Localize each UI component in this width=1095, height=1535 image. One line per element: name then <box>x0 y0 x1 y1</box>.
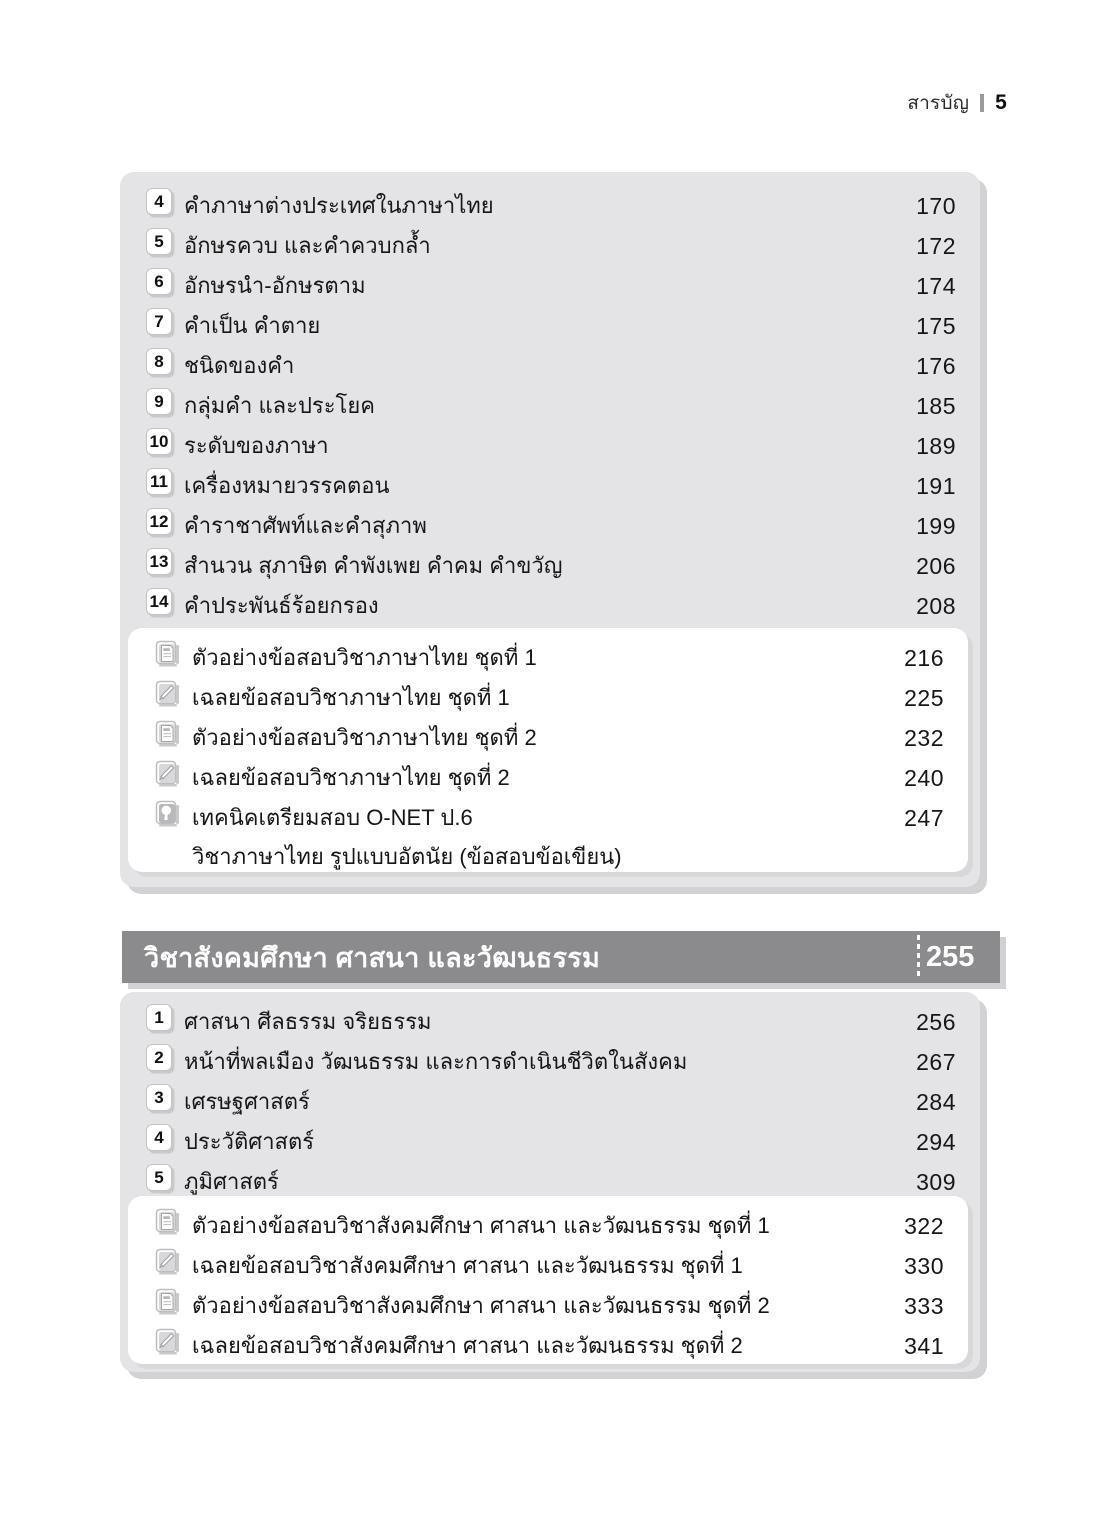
chapter-number-badge: 1 <box>146 1004 172 1031</box>
toc-chapter-row[interactable] <box>120 586 980 626</box>
document-icon <box>155 1288 180 1315</box>
exam-page-number: 225 <box>904 685 944 711</box>
chapter-page-number: 172 <box>916 233 956 259</box>
chapter-number-badge: 2 <box>146 1044 172 1071</box>
running-header <box>907 88 1007 118</box>
row-lead <box>142 1162 176 1191</box>
header-divider <box>980 94 984 112</box>
pencil-icon <box>155 760 180 787</box>
chapter-title: ชนิดของคำ <box>184 353 295 378</box>
row-lead <box>150 1206 184 1235</box>
row-lead <box>142 466 176 495</box>
chapter-page-number: 267 <box>916 1049 956 1075</box>
row-lead <box>142 426 176 455</box>
chapter-page-number: 256 <box>916 1009 956 1035</box>
row-lead <box>142 506 176 535</box>
chapter-number-badge: 12 <box>146 508 173 535</box>
toc-chapter-row[interactable] <box>120 226 980 266</box>
row-lead <box>142 386 176 415</box>
chapter-page-number: 294 <box>916 1129 956 1155</box>
row-lead <box>150 758 184 787</box>
row-lead <box>150 798 184 827</box>
row-lead <box>142 1042 176 1071</box>
chapter-page-number: 174 <box>916 273 956 299</box>
chapter-page-number: 170 <box>916 193 956 219</box>
exam-title: ตัวอย่างข้อสอบวิชาภาษาไทย ชุดที่ 2 <box>192 725 537 750</box>
chapter-number-badge: 5 <box>146 1164 172 1191</box>
chapter-page-number: 185 <box>916 393 956 419</box>
toc-chapter-row[interactable] <box>120 306 980 346</box>
chapter-number-badge: 5 <box>146 228 172 255</box>
chapter-page-number: 199 <box>916 513 956 539</box>
toc-chapter-row[interactable] <box>120 506 980 546</box>
document-icon <box>155 1208 180 1235</box>
social-section-page: 255 <box>926 940 975 973</box>
chapter-page-number: 175 <box>916 313 956 339</box>
toc-exam-row[interactable] <box>128 718 968 758</box>
row-lead <box>150 718 184 747</box>
toc-chapter-row[interactable] <box>120 1042 980 1082</box>
document-icon <box>155 640 180 667</box>
magnifier-icon <box>155 800 180 827</box>
pencil-icon <box>155 680 180 707</box>
thai-exam-panel <box>128 628 968 872</box>
thai-chapter-list <box>120 172 980 626</box>
chapter-title: อักษรนำ-อักษรตาม <box>184 273 366 298</box>
toc-exam-row[interactable] <box>128 798 968 838</box>
exam-page-number: 341 <box>904 1333 944 1359</box>
pencil-icon <box>155 1328 180 1355</box>
chapter-number-badge: 7 <box>146 308 172 335</box>
exam-title: เฉลยข้อสอบวิชาสังคมศึกษา ศาสนา และวัฒนธรรม ชุดที่ 2 <box>192 1333 743 1358</box>
chapter-title: ศาสนา ศีลธรรม จริยธรรม <box>184 1009 432 1034</box>
row-lead <box>142 1082 176 1111</box>
row-lead <box>142 306 176 335</box>
chapter-title: คำภาษาต่างประเทศในภาษาไทย <box>184 193 494 218</box>
thai-subject-panel <box>120 172 980 887</box>
exam-page-number: 330 <box>904 1253 944 1279</box>
chapter-number-badge: 11 <box>146 468 172 495</box>
row-lead <box>150 678 184 707</box>
row-lead <box>142 186 176 215</box>
row-lead <box>142 226 176 255</box>
exam-title: ตัวอย่างข้อสอบวิชาสังคมศึกษา ศาสนา และวัฒนธรรม ชุดที่ 2 <box>192 1293 770 1318</box>
row-lead <box>142 346 176 375</box>
running-header-label: สารบัญ <box>907 93 970 114</box>
social-chapter-list <box>120 992 980 1202</box>
exam-title: ตัวอย่างข้อสอบวิชาภาษาไทย ชุดที่ 1 <box>192 645 537 670</box>
exam-page-number: 333 <box>904 1293 944 1319</box>
exam-title: เฉลยข้อสอบวิชาภาษาไทย ชุดที่ 1 <box>192 685 510 710</box>
toc-exam-row[interactable] <box>128 1326 968 1366</box>
row-lead <box>150 1246 184 1275</box>
chapter-page-number: 191 <box>916 473 956 499</box>
chapter-title: คำเป็น คำตาย <box>184 313 321 338</box>
chapter-title: กลุ่มคำ และประโยค <box>184 393 375 418</box>
chapter-page-number: 206 <box>916 553 956 579</box>
toc-chapter-row[interactable] <box>120 546 980 586</box>
toc-exam-row[interactable] <box>128 1246 968 1286</box>
social-exam-panel <box>128 1196 968 1364</box>
chapter-title: ระดับของภาษา <box>184 433 329 458</box>
row-lead <box>142 546 176 575</box>
chapter-page-number: 208 <box>916 593 956 619</box>
chapter-title: คำราชาศัพท์และคำสุภาพ <box>184 513 427 538</box>
toc-exam-row[interactable] <box>128 1206 968 1246</box>
row-lead <box>142 1122 176 1151</box>
chapter-number-badge: 4 <box>146 188 172 215</box>
exam-continuation-label: วิชาภาษาไทย รูปแบบอัตนัย (ข้อสอบข้อเขียน) <box>192 844 622 869</box>
social-section-title: วิชาสังคมศึกษา ศาสนา และวัฒนธรรม <box>144 942 601 973</box>
toc-chapter-row[interactable] <box>120 1122 980 1162</box>
chapter-title: ภูมิศาสตร์ <box>184 1169 279 1194</box>
row-lead <box>150 638 184 667</box>
chapter-title: คำประพันธ์ร้อยกรอง <box>184 593 379 618</box>
social-section-bar <box>122 931 1000 983</box>
social-subject-panel <box>120 992 980 1372</box>
chapter-number-badge: 6 <box>146 268 172 295</box>
chapter-title: ประวัติศาสตร์ <box>184 1129 315 1154</box>
exam-page-number: 232 <box>904 725 944 751</box>
chapter-page-number: 309 <box>916 1169 956 1195</box>
row-lead <box>150 1286 184 1315</box>
toc-chapter-row[interactable] <box>120 386 980 426</box>
chapter-number-badge: 13 <box>146 548 173 575</box>
page-number: 5 <box>995 91 1007 114</box>
chapter-title: สำนวน สุภาษิต คำพังเพย คำคม คำขวัญ <box>184 553 563 578</box>
toc-exam-row[interactable] <box>128 638 968 678</box>
exam-continuation-row <box>128 838 968 876</box>
toc-chapter-row[interactable] <box>120 266 980 306</box>
toc-chapter-row[interactable] <box>120 466 980 506</box>
toc-exam-row[interactable] <box>128 678 968 718</box>
toc-chapter-row[interactable] <box>120 426 980 466</box>
exam-page-number: 247 <box>904 805 944 831</box>
exam-page-number: 216 <box>904 645 944 671</box>
exam-title: เทคนิคเตรียมสอบ O-NET ป.6 <box>192 805 473 830</box>
exam-title: เฉลยข้อสอบวิชาสังคมศึกษา ศาสนา และวัฒนธรรม ชุดที่ 1 <box>192 1253 743 1278</box>
chapter-page-number: 189 <box>916 433 956 459</box>
chapter-number-badge: 9 <box>146 388 172 415</box>
row-lead <box>150 1326 184 1355</box>
chapter-number-badge: 10 <box>146 428 173 455</box>
pencil-icon <box>155 1248 180 1275</box>
toc-chapter-row[interactable] <box>120 186 980 226</box>
toc-exam-row[interactable] <box>128 758 968 798</box>
chapter-number-badge: 3 <box>146 1084 172 1111</box>
row-lead-spacer <box>150 838 184 840</box>
toc-exam-row[interactable] <box>128 1286 968 1326</box>
toc-chapter-row[interactable] <box>120 1002 980 1042</box>
chapter-number-badge: 8 <box>146 348 172 375</box>
row-lead <box>142 266 176 295</box>
section-bar-separator <box>917 935 920 979</box>
exam-title: เฉลยข้อสอบวิชาภาษาไทย ชุดที่ 2 <box>192 765 510 790</box>
document-icon <box>155 720 180 747</box>
chapter-page-number: 176 <box>916 353 956 379</box>
toc-chapter-row[interactable] <box>120 1082 980 1122</box>
chapter-title: เศรษฐศาสตร์ <box>184 1089 310 1114</box>
toc-chapter-row[interactable] <box>120 346 980 386</box>
chapter-page-number: 284 <box>916 1089 956 1115</box>
exam-title: ตัวอย่างข้อสอบวิชาสังคมศึกษา ศาสนา และวัฒนธรรม ชุดที่ 1 <box>192 1213 770 1238</box>
row-lead <box>142 586 176 615</box>
exam-page-number: 322 <box>904 1213 944 1239</box>
chapter-title: อักษรควบ และคำควบกล้ำ <box>184 233 431 258</box>
chapter-number-badge: 14 <box>146 588 173 615</box>
row-lead <box>142 1002 176 1031</box>
chapter-number-badge: 4 <box>146 1124 172 1151</box>
chapter-title: เครื่องหมายวรรคตอน <box>184 473 390 498</box>
exam-page-number: 240 <box>904 765 944 791</box>
chapter-title: หน้าที่พลเมือง วัฒนธรรม และการดำเนินชีวิตในสังคม <box>184 1049 688 1074</box>
